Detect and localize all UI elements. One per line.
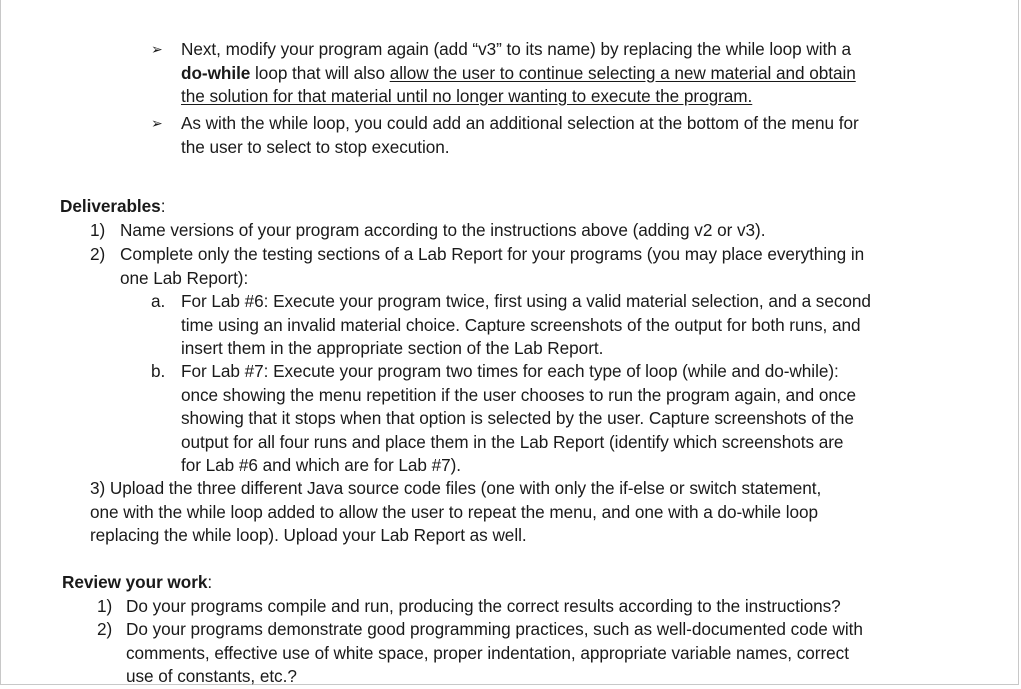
deliverable-item-1: 1) Name versions of your program according to the instructions above (adding v2 or v3).: [90, 220, 766, 240]
deliverables-heading: Deliverables:: [60, 196, 166, 216]
deliverable-item-3: 3) Upload the three different Java source code files (one with only the if-else or switch statement, one with the while loop added to allow the user to repeat the menu, and one with a do-while loop replacing the while loop). Upload your Lab Report as well.: [90, 478, 822, 545]
bullet-text: As with the while loop, you could add an additional selection at the bottom of the menu for the user to select to stop execution.: [181, 113, 859, 157]
bullet-item-v3: [151, 38, 931, 110]
review-item-2: 2) Do your programs demonstrate good programming practices, such as well-documented code with comments, effective use of white space, proper indentation, appropriate variable names, correct use of constants, etc.?: [97, 619, 863, 686]
deliverable-subitem-b: b. For Lab #7: Execute your program two times for each type of loop (while and do-while): once showing the menu repetition if the user chooses to run the program again, and once showing that it stops when that option is selected by the user. Capture screenshots of the output for all four runs and place them in the Lab Report (identify which screenshots are for Lab #6 and which are for Lab #7).: [151, 361, 856, 475]
bullet-text: [181, 38, 931, 109]
deliverable-subitem-a: a. For Lab #6: Execute your program twice, first using a valid material selection, and a second time using an invalid material choice. Capture screenshots of the output for both runs, and insert them in the appropriate section of the Lab Report.: [151, 291, 871, 358]
bullet-line: do-while loop that will also allow the user to continue selecting a new material and obtain: [181, 62, 856, 83]
arrow-bullet-icon: ➢: [151, 41, 163, 57]
review-heading: Review your work:: [62, 572, 213, 592]
review-item-1: 1) Do your programs compile and run, producing the correct results according to the instructions?: [97, 596, 841, 616]
bold-keyword: do-while: [181, 62, 251, 83]
underlined-text: the solution for that material until no longer wanting to execute the program.: [181, 86, 753, 106]
deliverable-item-2: 2) Complete only the testing sections of a Lab Report for your programs (you may place everything in one Lab Report):: [90, 244, 865, 288]
bullet-line: [181, 85, 931, 109]
underlined-text: allow the user to continue selecting a new material and obtain: [389, 62, 856, 83]
bullet-line: Next, modify your program again (add “v3” to its name) by replacing the while loop with a: [181, 39, 852, 59]
arrow-bullet-icon: ➢: [151, 115, 163, 131]
bullet-item-stop: [151, 112, 931, 160]
